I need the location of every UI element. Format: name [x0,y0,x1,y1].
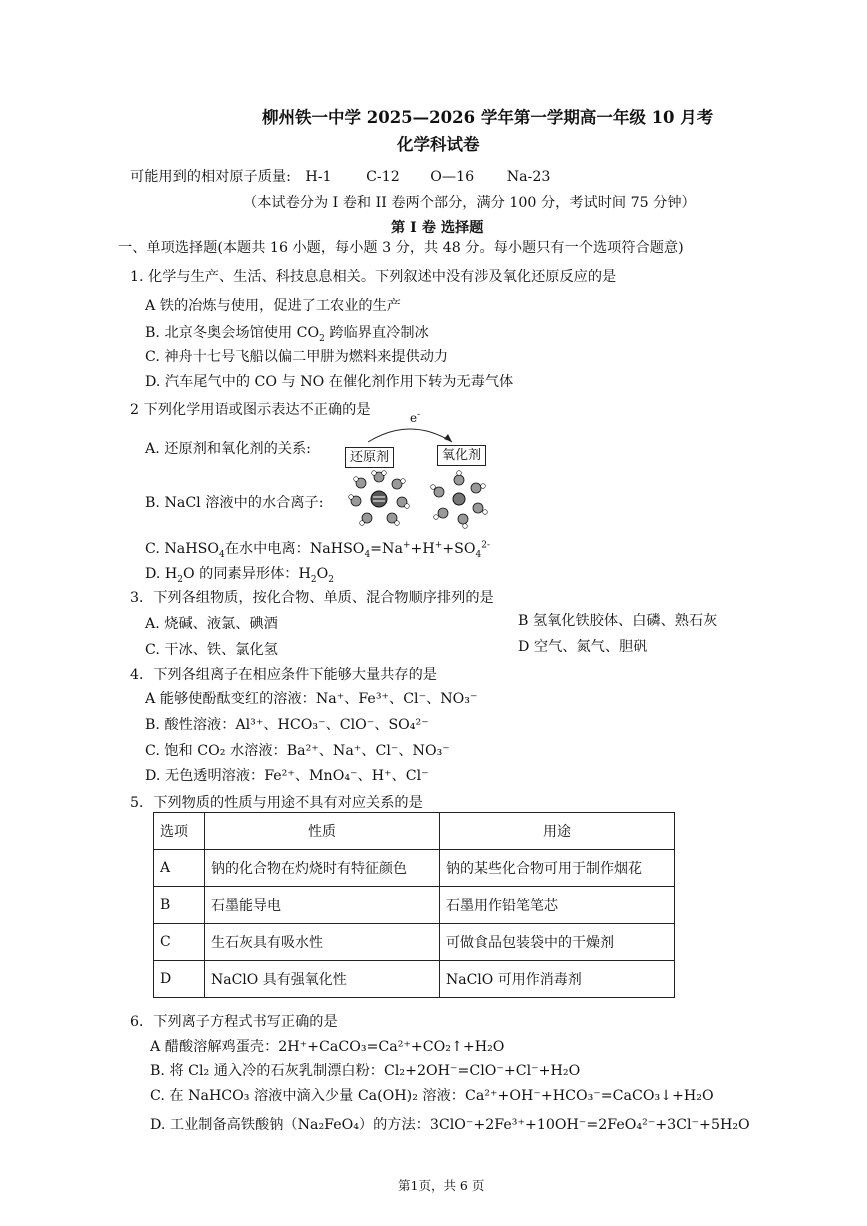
q4-option-d: D. 无色透明溶液：Fe²⁺、MnO₄⁻、H⁺、Cl⁻ [145,768,429,784]
q4-option-a: A 能够使酚酞变红的溶液：Na⁺、Fe³⁺、Cl⁻、NO₃⁻ [145,691,478,707]
q1-option-d: D. 汽车尾气中的 CO 与 NO 在催化剂作用下转为无毒气体 [145,374,514,390]
table-cell: B [154,887,205,924]
hydrated-ions-diagram [345,468,495,530]
reducing-agent-box: 还原剂 [345,447,394,468]
table-cell: 石墨用作铅笔笔芯 [440,887,675,924]
q5-stem: 5．下列物质的性质与用途不具有对应关系的是 [130,795,423,811]
section-instruction: 一、单项选择题(本题共 16 小题，每小题 3 分，共 48 分。每小题只有一个选项符合题意) [118,240,684,256]
q2-option-a: A. 还原剂和氧化剂的关系: [145,441,311,457]
table-cell: 石墨能导电 [205,887,440,924]
hydrated-anion-cluster [431,471,488,529]
table-cell: NaClO 可用作消毒剂 [440,961,675,998]
section-title: 第 I 卷 选择题 [391,220,484,236]
oxidizing-agent-box: 氧化剂 [437,445,486,466]
atomic-masses-label: 可能用到的相对原子质量: [130,169,291,185]
q4-option-c: C. 饱和 CO₂ 水溶液：Ba²⁺、Na⁺、Cl⁻、NO₃⁻ [145,743,450,759]
q6-option-c: C. 在 NaHCO₃ 溶液中滴入少量 Ca(OH)₂ 溶液：Ca²⁺+OH⁻+HCO₃⁻=CaCO₃↓+H₂O [150,1088,714,1104]
q2-option-b: B. NaCl 溶液中的水合离子: [145,495,324,511]
table-cell: 钠的化合物在灼烧时有特征颜色 [205,850,440,887]
electron-label: e- [410,410,421,425]
exam-subtitle: 化学科试卷 [397,135,480,154]
page-footer: 第1页，共 6 页 [398,1178,485,1193]
q6-option-a: A 醋酸溶解鸡蛋壳：2H⁺+CaCO₃=Ca²⁺+CO₂↑+H₂O [150,1039,505,1055]
q3-option-c: C. 干冰、铁、氯化氢 [145,642,278,658]
q6-option-d: D. 工业制备高铁酸钠（Na₂FeO₄）的方法：3ClO⁻+2Fe³⁺+10OH⁻=2FeO₄²⁻+3Cl⁻+5H₂O [150,1117,750,1133]
table-cell: 钠的某些化合物可用于制作烟花 [440,850,675,887]
q4-stem: 4．下列各组离子在相应条件下能够大量共存的是 [130,667,437,683]
q1-option-b: B. 北京冬奥会场馆使用 $CO_2$ 跨临界直冷制冰 [145,325,429,344]
q6-stem: 6．下列离子方程式书写正确的是 [130,1014,338,1030]
table-cell: D [154,961,205,998]
q3-option-a: A. 烧碱、液氯、碘酒 [145,616,278,632]
table-cell: NaClO 具有强氧化性 [205,961,440,998]
table-cell: C [154,924,205,961]
table-row [154,887,675,924]
table-row [154,924,675,961]
table-header-cell: 用途 [440,813,675,850]
exam-note: （本试卷分为 I 卷和 II 卷两个部分，满分 100 分，考试时间 75 分钟） [243,195,696,211]
q4-option-b: B. 酸性溶液：Al³⁺、HCO₃⁻、ClO⁻、SO₄²⁻ [145,717,429,733]
atomic-masses [130,166,550,186]
q3-stem: 3．下列各组物质，按化合物、单质、混合物顺序排列的是 [130,590,494,606]
exam-title: 柳州铁一中学 2025—2026 学年第一学期高一年级 10 月考 [262,108,714,127]
q1-stem: 1. 化学与生产、生活、科技息息相关。下列叙述中没有涉及氧化还原反应的是 [130,269,617,285]
q2-stem: 2 下列化学用语或图示表达不正确的是 [130,402,371,418]
mass-na: Na-23 [506,169,551,185]
properties-table [153,812,675,998]
table-header-cell: 选项 [154,813,205,850]
table-cell: 生石灰具有吸水性 [205,924,440,961]
hydrated-cation-cluster [349,471,410,526]
mass-h: H-1 [305,169,332,185]
q6-option-b: B. 将 Cl₂ 通入冷的石灰乳制漂白粉：Cl₂+2OH⁻=ClO⁻+Cl⁻+H₂O [150,1063,581,1079]
table-cell: A [154,850,205,887]
q2-option-c: C. NaHSO$_4$在水中电离：$NaHSO_4=Na^++H^++SO_4^{2-}$ [145,540,491,560]
q3-option-d: D 空气、氮气、胆矾 [518,639,648,655]
q3-option-b: B 氢氧化铁胶体、白磷、熟石灰 [518,613,718,629]
table-row [154,961,675,998]
table-header-row [154,813,675,850]
table-row [154,850,675,887]
table-cell: 可做食品包装袋中的干燥剂 [440,924,675,961]
q1-option-c: C. 神舟十七号飞船以偏二甲肼为燃料来提供动力 [145,349,449,365]
q2-option-d: D. $H_2O$ 的同素异形体：$H_2O_2$ [145,566,334,585]
table-header-cell: 性质 [205,813,440,850]
q1-option-a: A 铁的冶炼与使用，促进了工农业的生产 [145,298,401,314]
mass-o: O—16 [430,169,475,185]
mass-c: C-12 [366,169,400,185]
